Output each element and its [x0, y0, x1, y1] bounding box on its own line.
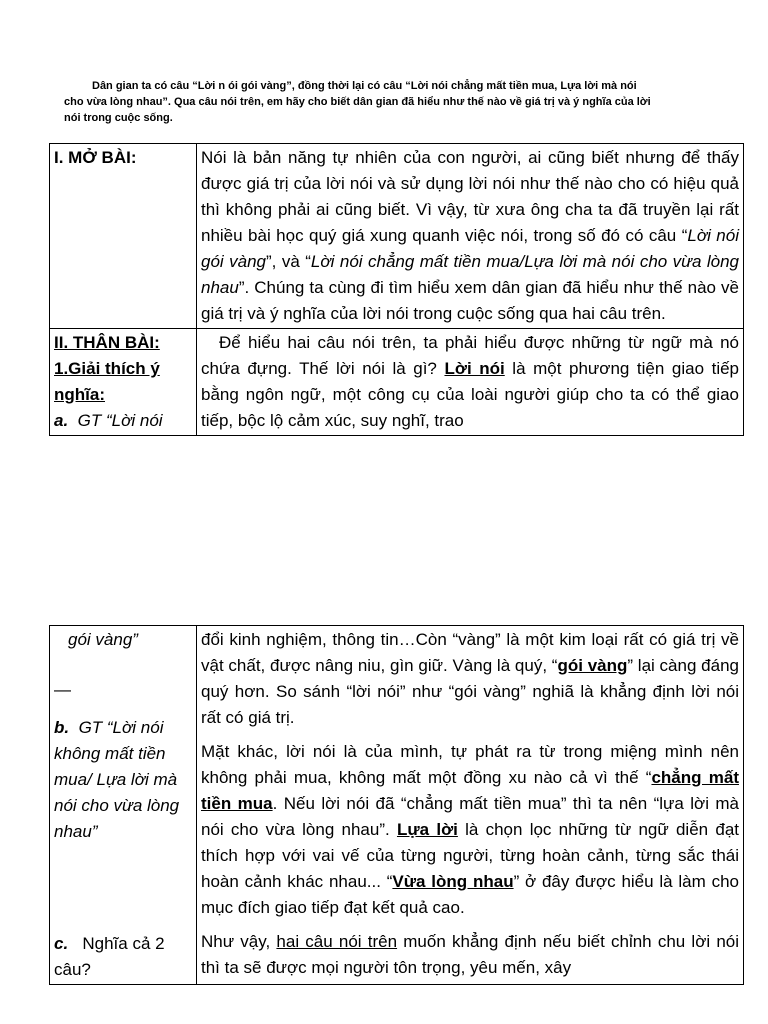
dash-mark: —	[54, 680, 71, 699]
table-row	[50, 626, 744, 985]
item-letter: c.	[54, 934, 69, 953]
body-text: . Nếu lời nói đã “chẳng mất tiền mua” thì ta nên “lựa lời mà nói cho vừa lòng nhau”.	[201, 794, 739, 839]
prompt-line-1: Dân gian ta có câu “Lời n ói gói vàng”, đồng thời lại có câu “Lời nói chẳng mất tiền mua, Lựa lời mà nói	[92, 80, 637, 92]
table-row	[50, 329, 744, 436]
section-label-cell	[50, 626, 197, 985]
item-text: Nghĩa cả 2 câu?	[54, 934, 165, 979]
paragraph	[201, 739, 739, 921]
quote-text: Lời nói chẳng mất tiền mua/Lựa lời mà nói cho vừa lòng nhau	[201, 252, 739, 297]
term-highlight: chẳng mất tiền mua	[201, 768, 739, 813]
term-highlight: Lựa lời	[396, 820, 458, 839]
item-label-continued: gói vàng”	[68, 630, 138, 649]
prompt-line-3: nói trong cuộc sống.	[64, 112, 173, 124]
outline-table-page-1	[49, 143, 744, 436]
section-content-cell	[197, 144, 744, 329]
section-label-cell	[50, 329, 197, 436]
body-text: là chọn lọc những từ ngữ diễn đạt thích hợp với vai vế của từng người, từng hoàn cảnh, từng sắc thái hoàn cảnh khác nhau... “	[201, 820, 739, 891]
section-label-cell	[50, 144, 197, 329]
item-text: GT “Lời nói	[77, 411, 163, 430]
term-highlight: Vừa lòng nhau	[392, 872, 514, 891]
body-text: ” ở đây được hiểu là làm cho mục đích giao tiếp đạt kết quả cao.	[201, 872, 739, 917]
prompt-line-2: cho vừa lòng nhau”. Qua câu nói trên, em hãy cho biết dân gian đã hiểu như thế nào về giá trị và ý nghĩa của lời	[64, 96, 651, 108]
subsection-heading: 1.Giải thích ý nghĩa:	[54, 359, 160, 404]
body-text: đổi kinh nghiệm, thông tin…Còn “vàng” là một kim loại rất có giá trị về vật chất, được nâng niu, gìn giữ. Vàng là quý, “	[201, 630, 739, 675]
body-text: ”. Chúng ta cùng đi tìm hiểu xem dân gian đã hiểu như thế nào về giá trị và ý nghĩa của lời nói trong cuộc sống qua hai câu trên.	[201, 278, 739, 323]
paragraph	[201, 929, 739, 981]
table-row	[50, 144, 744, 329]
body-text: là một phương tiện giao tiếp bằng ngôn ngữ, một công cụ của loài người giúp cho ta có thể giao tiếp, bộc lộ cảm xúc, suy nghĩ, trao	[201, 359, 740, 430]
item-label-c	[54, 931, 192, 983]
body-text: muốn khẳng định nếu biết chỉnh chu lời nói thì ta sẽ được mọi người tôn trọng, yêu mến, xây	[201, 932, 739, 977]
body-text: Như vậy,	[201, 932, 277, 951]
body-text: Mặt khác, lời nói là của mình, tự phát ra từ trong miệng mình nên không phải mua, không mất một đồng xu nào cả vì thế “	[201, 742, 739, 787]
term-highlight: hai câu nói trên	[276, 932, 398, 951]
item-text: GT “Lời nói không mất tiền mua/ Lựa lời mà nói cho vừa lòng nhau”	[54, 718, 180, 841]
item-label-b	[54, 715, 192, 845]
section-content-cell	[197, 626, 744, 985]
quote-text: Lời nói gói vàng	[201, 226, 739, 271]
body-text: ”, và “	[266, 252, 311, 271]
body-text: Để hiểu hai câu nói trên, ta phải hiểu được những từ ngữ mà nó chứa đựng. Thế lời nói là gì?	[201, 333, 739, 378]
item-label-a	[54, 408, 192, 434]
term-highlight: Lời nói	[444, 359, 505, 378]
body-text: ” lại càng đáng quý hơn. So sánh “lời nói” như “gói vàng” nghiã là khẳng định lời nói rất có giá trị.	[201, 656, 739, 727]
item-letter: b.	[54, 718, 70, 737]
paragraph	[201, 627, 739, 731]
section-heading-than-bai: II. THÂN BÀI:	[54, 333, 160, 352]
section-content-cell	[197, 329, 744, 436]
essay-prompt	[64, 78, 714, 126]
body-text: Nói là bản năng tự nhiên của con người, ai cũng biết nhưng để thấy được giá trị của lời nói và sử dụng lời nói như thế nào cho có hiệu quả thì không phải ai cũng biết. Vì vậy, từ xưa ông cha ta đã truyền lại rất nhiều bài học quý giá xung quanh việc nói, trong số đó có câu “	[201, 148, 739, 245]
item-letter: a.	[54, 411, 69, 430]
outline-table-page-2	[49, 625, 744, 985]
section-heading-mo-bai: I. MỞ BÀI:	[54, 148, 137, 167]
term-highlight: gói vàng	[557, 656, 628, 675]
